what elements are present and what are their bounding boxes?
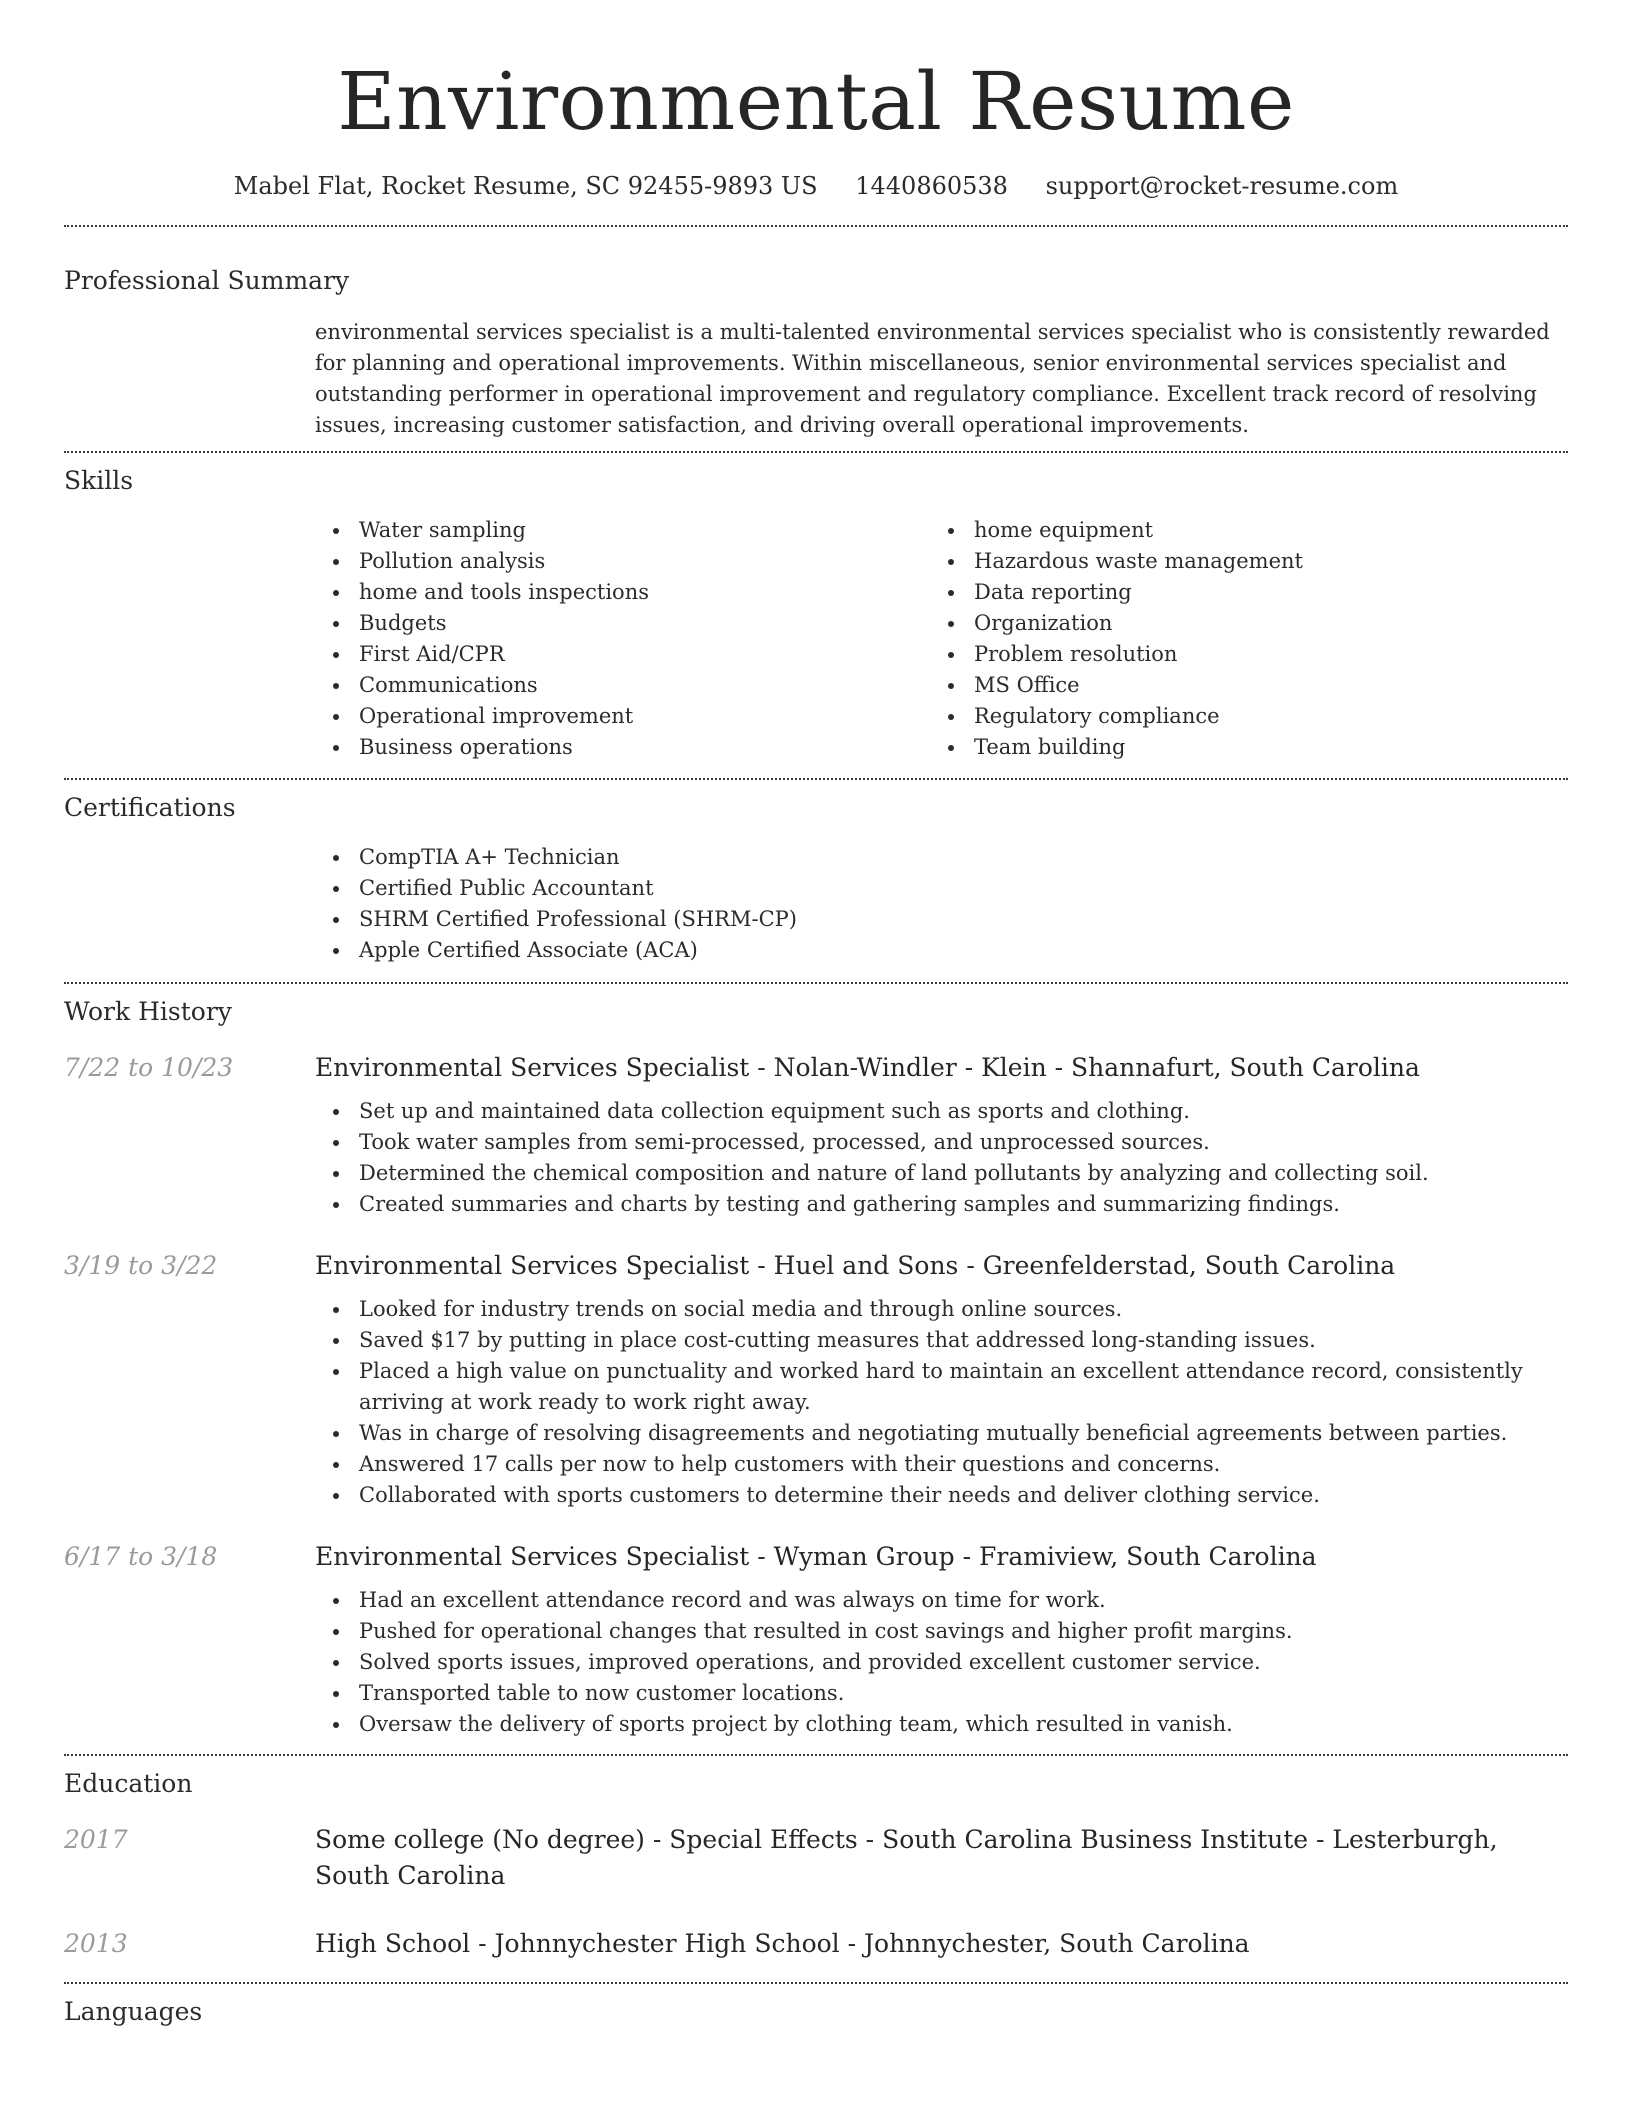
- job-bullet: Created summaries and charts by testing and gathering samples and summarizing findings.: [315, 1189, 1568, 1220]
- education-school: - Johnnychester High School - Johnnychester, South Carolina: [470, 1929, 1250, 1958]
- job-bullets: [315, 1294, 1568, 1511]
- skill-item: First Aid/CPR: [315, 639, 930, 670]
- contact-email: support@rocket-resume.com: [1045, 172, 1399, 200]
- divider: [64, 778, 1568, 780]
- skill-item: Team building: [930, 732, 1545, 763]
- job-bullet: Saved $17 by putting in place cost-cutting measures that addressed long-standing issues.: [315, 1325, 1568, 1356]
- job-bullet: Collaborated with sports customers to determine their needs and deliver clothing service.: [315, 1480, 1568, 1511]
- job-entry: [64, 1050, 1568, 1220]
- education-degree: High School: [315, 1929, 471, 1958]
- job-bullets: [315, 1096, 1568, 1220]
- contact-phone: 1440860538: [855, 172, 1008, 200]
- job-details: - Wyman Group - Framiview, South Carolina: [749, 1542, 1317, 1571]
- skill-item: home equipment: [930, 515, 1545, 546]
- job-title: Environmental Services Specialist: [315, 1251, 750, 1280]
- job-bullet: Oversaw the delivery of sports project by clothing team, which resulted in vanish.: [315, 1709, 1568, 1740]
- job-body: [315, 1050, 1568, 1220]
- resume-page: [64, 0, 1568, 2030]
- skill-item: Water sampling: [315, 515, 930, 546]
- education-year: 2013: [64, 1929, 128, 1958]
- skill-item: Pollution analysis: [315, 546, 930, 577]
- skill-item: Business operations: [315, 732, 930, 763]
- job-details: - Huel and Sons - Greenfelderstad, South Carolina: [749, 1251, 1396, 1280]
- job-title: Environmental Services Specialist: [315, 1542, 750, 1571]
- certification-item: Apple Certified Associate (ACA): [315, 935, 1568, 966]
- skill-item: Communications: [315, 670, 930, 701]
- education-entry: [64, 1822, 1568, 1894]
- job-bullet: Looked for industry trends on social media and through online sources.: [315, 1294, 1568, 1325]
- job-body: [315, 1539, 1568, 1740]
- certification-item: Certified Public Accountant: [315, 873, 1568, 904]
- education-year: 2017: [64, 1825, 128, 1854]
- certifications-list: [315, 842, 1568, 966]
- divider: [64, 1982, 1568, 1984]
- job-dates: 3/19 to 3/22: [64, 1251, 218, 1280]
- job-entry: [64, 1539, 1568, 1740]
- job-heading: [315, 1539, 1568, 1575]
- job-heading: [315, 1050, 1568, 1086]
- skills-list: [315, 515, 1568, 763]
- job-bullet: Transported table to now customer locations.: [315, 1678, 1568, 1709]
- job-dates: 7/22 to 10/23: [64, 1053, 234, 1082]
- job-entry: [64, 1248, 1568, 1511]
- contact-line: [64, 170, 1568, 202]
- job-bullets: [315, 1585, 1568, 1740]
- skill-item: MS Office: [930, 670, 1545, 701]
- resume-title: Environmental Resume: [337, 55, 1295, 148]
- section-heading-summary: Professional Summary: [64, 266, 350, 295]
- education-school: - South Carolina Business Institute - Lesterburgh, South Carolina: [315, 1825, 1498, 1890]
- summary-text: environmental services specialist is a multi-talented environmental services specialist who is consistently rewarded for planning and operational improvements. Within miscellaneous, senior environmental services specialist and outstanding performer in operational improvement and regulatory compliance. Excellent track record of resolving issues, increasing customer satisfaction, and driving overall operational improvements.: [315, 320, 1550, 437]
- job-details: - Nolan-Windler - Klein - Shannafurt, South Carolina: [749, 1053, 1420, 1082]
- job-dates: 6/17 to 3/18: [64, 1542, 218, 1571]
- job-title: Environmental Services Specialist: [315, 1053, 750, 1082]
- education-details: [315, 1822, 1568, 1894]
- divider: [64, 1754, 1568, 1756]
- section-heading-certifications: Certifications: [64, 793, 236, 822]
- section-heading-skills: Skills: [64, 466, 134, 495]
- skill-item: Budgets: [315, 608, 930, 639]
- job-bullet: Solved sports issues, improved operations, and provided excellent customer service.: [315, 1647, 1568, 1678]
- skill-item: Regulatory compliance: [930, 701, 1545, 732]
- job-bullet: Answered 17 calls per now to help customers with their questions and concerns.: [315, 1449, 1568, 1480]
- skill-item: Operational improvement: [315, 701, 930, 732]
- job-bullet: Set up and maintained data collection equipment such as sports and clothing.: [315, 1096, 1568, 1127]
- skills-column-left: [315, 515, 930, 763]
- skill-item: Problem resolution: [930, 639, 1545, 670]
- divider: [64, 982, 1568, 984]
- certification-item: CompTIA A+ Technician: [315, 842, 1568, 873]
- section-heading-education: Education: [64, 1769, 193, 1798]
- section-heading-languages: Languages: [64, 1997, 203, 2026]
- section-heading-work-history: Work History: [64, 997, 232, 1026]
- skill-item: Organization: [930, 608, 1545, 639]
- skill-item: home and tools inspections: [315, 577, 930, 608]
- divider: [64, 225, 1568, 227]
- education-entry: [64, 1926, 1568, 1962]
- job-bullet: Had an excellent attendance record and was always on time for work.: [315, 1585, 1568, 1616]
- job-bullet: Pushed for operational changes that resulted in cost savings and higher profit margins.: [315, 1616, 1568, 1647]
- job-body: [315, 1248, 1568, 1511]
- job-bullet: Was in charge of resolving disagreements and negotiating mutually beneficial agreements between parties.: [315, 1418, 1568, 1449]
- certification-item: SHRM Certified Professional (SHRM-CP): [315, 904, 1568, 935]
- skill-item: Hazardous waste management: [930, 546, 1545, 577]
- job-bullet: Took water samples from semi-processed, processed, and unprocessed sources.: [315, 1127, 1568, 1158]
- skills-column-right: [930, 515, 1545, 763]
- job-bullet: Determined the chemical composition and nature of land pollutants by analyzing and collecting soil.: [315, 1158, 1568, 1189]
- education-details: [315, 1926, 1568, 1962]
- divider: [64, 451, 1568, 453]
- contact-address: Mabel Flat, Rocket Resume, SC 92455-9893 US: [233, 172, 818, 200]
- job-bullet: Placed a high value on punctuality and worked hard to maintain an excellent attendance record, consistently arriving at work ready to work right away.: [315, 1356, 1568, 1418]
- education-degree: Some college (No degree) - Special Effects: [315, 1825, 858, 1854]
- job-heading: [315, 1248, 1568, 1284]
- skill-item: Data reporting: [930, 577, 1545, 608]
